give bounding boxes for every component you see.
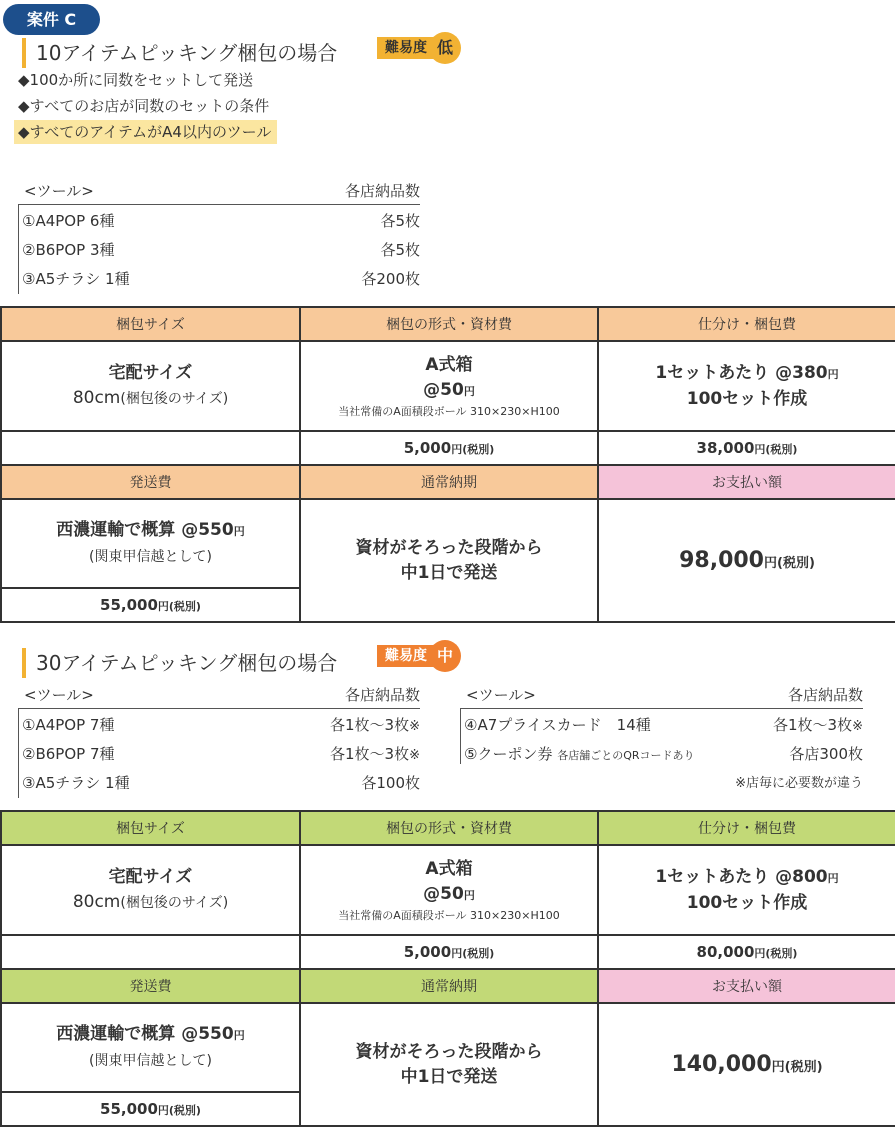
delivery-cell: [300, 499, 598, 622]
qty-value: 各1枚〜3枚: [330, 716, 410, 734]
header-material: 梱包の形式・資材費: [300, 307, 598, 341]
amount: 38,000: [696, 439, 755, 457]
tool-row: [19, 236, 420, 265]
qty-header: 各店納品数: [344, 686, 420, 704]
tools-list: [460, 708, 863, 764]
tax-note: (税別): [765, 947, 798, 960]
tools-header-row: [18, 180, 420, 200]
delivery-line2: 中1日で発送: [400, 1066, 498, 1087]
sorting-cell: [598, 845, 895, 935]
pack-size-note: (梱包後のサイズ): [120, 390, 229, 407]
header-payment: お支払い額: [598, 969, 895, 1003]
yen-unit: 円: [827, 871, 839, 885]
shipping-cell: [1, 499, 300, 588]
qty-value: 各1枚〜3枚: [773, 716, 853, 734]
qty-header: 各店納品数: [787, 686, 863, 704]
yen-unit: 円: [754, 947, 766, 960]
tool-row: [461, 711, 863, 740]
tools-header-row: [18, 684, 420, 704]
material-line1: A式箱: [425, 354, 473, 375]
header-delivery: 通常納期: [300, 969, 598, 1003]
material-line1: A式箱: [425, 858, 473, 879]
section1-difficulty: [377, 32, 461, 64]
tool-qty: 各5枚: [380, 241, 420, 259]
section1-bullet-3-highlighted: ◆すべてのアイテムがA4以内のツール: [14, 120, 277, 144]
tool-name: ②B6POP 7種: [22, 745, 115, 763]
tool-name: ④A7プライスカード 14種: [464, 716, 651, 734]
header-shipping: 発送費: [1, 969, 300, 1003]
amount: 140,000: [671, 1052, 772, 1077]
section2-tools-left: [18, 684, 420, 798]
sorting-cell: [598, 341, 895, 431]
tool-qty: 各5枚: [380, 212, 420, 230]
yen-unit: 円: [451, 947, 463, 960]
material-note: 当社常備のA面積段ボール 310×230×H100: [338, 404, 560, 418]
tool-qty: [773, 711, 863, 740]
amount: 80,000: [696, 943, 755, 961]
empty-cell: [1, 431, 300, 465]
sorting-total: [598, 935, 895, 969]
yen-unit: 円: [771, 1060, 785, 1075]
empty-cell: [1, 935, 300, 969]
shipping-line2: (関東甲信越として): [89, 548, 212, 565]
note-mark: ※: [852, 719, 863, 734]
pack-size-line2: 80cm: [72, 387, 121, 408]
yen-unit: 円: [754, 443, 766, 456]
delivery-line1: 資材がそろった段階から: [355, 1041, 543, 1062]
header-sorting: 仕分け・梱包費: [598, 307, 895, 341]
yen-unit: 円: [233, 524, 245, 538]
amount: 5,000: [403, 943, 452, 961]
shipping-line1: 西濃運輸で概算 @550: [56, 519, 234, 540]
tool-name: ②B6POP 3種: [22, 241, 115, 259]
sorting-line1: 1セットあたり @380: [655, 362, 828, 383]
tool-qty: [330, 711, 420, 740]
tax-note: (税別): [168, 1104, 201, 1117]
difficulty-label: 難易度: [377, 37, 435, 59]
section2-cost-table: [0, 810, 895, 1127]
tax-note: (税別): [777, 556, 815, 571]
tax-note: (税別): [168, 600, 201, 613]
tools-header: <ツール>: [24, 686, 94, 704]
payment-total: [598, 499, 895, 622]
section1-bullet-2: ◆すべてのお店が同数のセットの条件: [18, 97, 270, 115]
tools-header-row: [460, 684, 863, 704]
sorting-total: [598, 431, 895, 465]
tool-row: [19, 769, 420, 798]
tools-header: <ツール>: [466, 686, 536, 704]
tool-qty: 各200枚: [361, 270, 420, 288]
material-note: 当社常備のA面積段ボール 310×230×H100: [338, 908, 560, 922]
delivery-line2: 中1日で発送: [400, 562, 498, 583]
section1-bullet-1: ◆100か所に同数をセットして発送: [18, 71, 254, 89]
tool-qty: [330, 740, 420, 769]
yen-unit: 円: [827, 367, 839, 381]
qty-value: 各1枚〜3枚: [330, 745, 410, 763]
tax-note: (税別): [462, 443, 495, 456]
material-cell: [300, 341, 598, 431]
tool-name-sub: 各店舗ごとのQRコードあり: [557, 749, 695, 762]
pack-size-cell: [1, 845, 300, 935]
difficulty-mid-badge: 中: [429, 640, 461, 672]
tools-header: <ツール>: [24, 182, 94, 200]
shipping-total: [1, 588, 300, 622]
shipping-total: [1, 1092, 300, 1126]
header-shipping: 発送費: [1, 465, 300, 499]
sorting-line2: 100セット作成: [686, 388, 808, 409]
note-mark: ※: [409, 748, 420, 763]
tool-name: ①A4POP 7種: [22, 716, 115, 734]
yen-unit: 円: [157, 600, 169, 613]
tool-qty: [361, 769, 420, 798]
section2-tools-right: [460, 684, 863, 791]
pack-size-line1: 宅配サイズ: [108, 866, 193, 887]
delivery-cell: [300, 1003, 598, 1126]
header-sorting: 仕分け・梱包費: [598, 811, 895, 845]
section1-tools: [18, 180, 420, 294]
yen-unit: 円: [451, 443, 463, 456]
shipping-cell: [1, 1003, 300, 1092]
header-pack-size: 梱包サイズ: [1, 811, 300, 845]
tool-name: ③A5チラシ 1種: [22, 270, 130, 288]
quantity-note: ※店毎に必要数が違う: [735, 776, 863, 791]
material-cell: [300, 845, 598, 935]
tool-name: [464, 740, 695, 764]
tool-row: [461, 740, 863, 764]
section1-title: 10アイテムピッキング梱包の場合: [22, 38, 337, 68]
amount: 5,000: [403, 439, 452, 457]
tool-row: [19, 711, 420, 740]
header-material: 梱包の形式・資材費: [300, 811, 598, 845]
tools-list: [18, 708, 420, 798]
pack-size-line1: 宅配サイズ: [108, 362, 193, 383]
sorting-line1: 1セットあたり @800: [655, 866, 828, 887]
material-price: @50: [423, 379, 464, 400]
tool-name-main: ⑤クーポン券: [464, 745, 553, 763]
tax-note: (税別): [784, 1060, 823, 1075]
tool-name: ①A4POP 6種: [22, 212, 115, 230]
amount: 98,000: [679, 548, 764, 573]
pack-size-note: (梱包後のサイズ): [120, 894, 229, 911]
note-mark: ※: [409, 719, 420, 734]
material-total: [300, 935, 598, 969]
header-payment: お支払い額: [598, 465, 895, 499]
pack-size-cell: [1, 341, 300, 431]
tool-name: ③A5チラシ 1種: [22, 774, 130, 792]
amount: 55,000: [100, 596, 158, 614]
qty-header: 各店納品数: [344, 182, 420, 200]
delivery-line1: 資材がそろった段階から: [355, 537, 543, 558]
section1-cost-table: [0, 306, 895, 623]
yen-unit: 円: [157, 1104, 169, 1117]
header-pack-size: 梱包サイズ: [1, 307, 300, 341]
tool-row: [19, 265, 420, 294]
qty-value: 各100枚: [361, 774, 420, 792]
tax-note: (税別): [462, 947, 495, 960]
material-price: @50: [423, 883, 464, 904]
payment-total: [598, 1003, 895, 1126]
yen-unit: 円: [764, 556, 778, 571]
difficulty-low-badge: 低: [429, 32, 461, 64]
material-total: [300, 431, 598, 465]
shipping-line1: 西濃運輸で概算 @550: [56, 1023, 234, 1044]
sorting-line2: 100セット作成: [686, 892, 808, 913]
tool-qty: 各店300枚: [789, 745, 863, 763]
tools-list: [18, 204, 420, 294]
tool-row: [19, 207, 420, 236]
yen-unit: 円: [463, 384, 475, 398]
difficulty-label: 難易度: [377, 645, 435, 667]
shipping-line2: (関東甲信越として): [89, 1052, 212, 1069]
case-badge: 案件 C: [3, 4, 100, 35]
section2-title: 30アイテムピッキング梱包の場合: [22, 648, 337, 678]
amount: 55,000: [100, 1100, 158, 1118]
header-delivery: 通常納期: [300, 465, 598, 499]
tax-note: (税別): [765, 443, 798, 456]
yen-unit: 円: [233, 1028, 245, 1042]
yen-unit: 円: [463, 888, 475, 902]
section2-difficulty: [377, 640, 461, 672]
tool-row: [19, 740, 420, 769]
pack-size-line2: 80cm: [72, 891, 121, 912]
